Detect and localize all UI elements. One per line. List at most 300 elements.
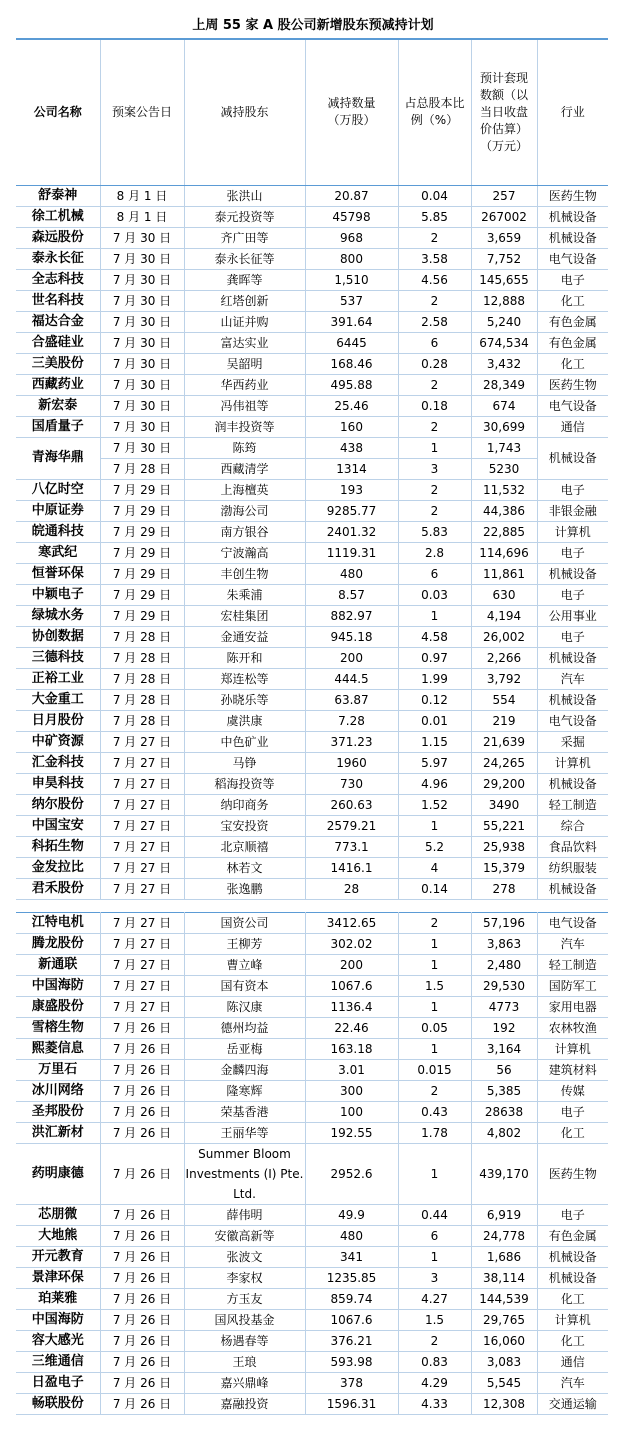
quantity-cell: 163.18 bbox=[305, 1039, 398, 1060]
amount-cell: 29,200 bbox=[471, 773, 537, 794]
amount-cell: 1,743 bbox=[471, 437, 537, 458]
amount-cell: 145,655 bbox=[471, 269, 537, 290]
date-cell: 7 月 26 日 bbox=[100, 1373, 184, 1394]
amount-cell: 7,752 bbox=[471, 248, 537, 269]
amount-cell: 29,530 bbox=[471, 976, 537, 997]
table-row bbox=[16, 1081, 608, 1102]
quantity-cell: 2579.21 bbox=[305, 815, 398, 836]
table-row bbox=[16, 997, 608, 1018]
table-row bbox=[16, 1144, 608, 1205]
quantity-cell: 200 bbox=[305, 955, 398, 976]
shareholder-cell: 杨遇春等 bbox=[184, 1331, 305, 1352]
date-cell: 7 月 30 日 bbox=[100, 290, 184, 311]
shareholder-cell: 北京顺禧 bbox=[184, 836, 305, 857]
quantity-cell: 192.55 bbox=[305, 1123, 398, 1144]
industry-cell: 机械设备 bbox=[537, 437, 608, 479]
quantity-cell: 160 bbox=[305, 416, 398, 437]
industry-cell: 通信 bbox=[537, 416, 608, 437]
industry-cell: 化工 bbox=[537, 353, 608, 374]
shareholder-cell: 林若文 bbox=[184, 857, 305, 878]
date-cell: 7 月 26 日 bbox=[100, 1226, 184, 1247]
industry-cell: 电子 bbox=[537, 1205, 608, 1226]
quantity-cell: 593.98 bbox=[305, 1352, 398, 1373]
industry-cell: 计算机 bbox=[537, 752, 608, 773]
industry-cell: 纺织服装 bbox=[537, 857, 608, 878]
table-row bbox=[16, 1289, 608, 1310]
company-cell: 世名科技 bbox=[16, 290, 100, 311]
industry-cell: 电气设备 bbox=[537, 395, 608, 416]
table-row bbox=[16, 752, 608, 773]
shareholder-cell: 华西药业 bbox=[184, 374, 305, 395]
ratio-cell: 0.44 bbox=[398, 1205, 471, 1226]
company-cell: 三维通信 bbox=[16, 1352, 100, 1373]
table-row bbox=[16, 416, 608, 437]
company-cell: 国盾量子 bbox=[16, 416, 100, 437]
shareholder-cell: 泰元投资等 bbox=[184, 206, 305, 227]
date-cell: 8 月 1 日 bbox=[100, 185, 184, 206]
company-cell: 大地熊 bbox=[16, 1226, 100, 1247]
shareholder-cell: 金麟四海 bbox=[184, 1060, 305, 1081]
date-cell: 7 月 26 日 bbox=[100, 1060, 184, 1081]
ratio-cell: 6 bbox=[398, 1226, 471, 1247]
company-cell: 芯朋微 bbox=[16, 1205, 100, 1226]
ratio-cell: 0.97 bbox=[398, 647, 471, 668]
company-cell: 冰川网络 bbox=[16, 1081, 100, 1102]
ratio-cell: 2 bbox=[398, 500, 471, 521]
quantity-cell: 6445 bbox=[305, 332, 398, 353]
table-row bbox=[16, 311, 608, 332]
shareholder-cell: 国风投基金 bbox=[184, 1310, 305, 1331]
quantity-cell: 341 bbox=[305, 1247, 398, 1268]
date-cell: 7 月 27 日 bbox=[100, 794, 184, 815]
industry-cell: 农林牧渔 bbox=[537, 1018, 608, 1039]
date-cell: 7 月 29 日 bbox=[100, 500, 184, 521]
quantity-cell: 945.18 bbox=[305, 626, 398, 647]
shareholder-cell: 宝安投资 bbox=[184, 815, 305, 836]
table-row bbox=[16, 794, 608, 815]
shareholder-cell: 岳亚梅 bbox=[184, 1039, 305, 1060]
date-cell: 7 月 26 日 bbox=[100, 1268, 184, 1289]
amount-cell: 192 bbox=[471, 1018, 537, 1039]
quantity-cell: 49.9 bbox=[305, 1205, 398, 1226]
table-row bbox=[16, 584, 608, 605]
industry-cell: 机械设备 bbox=[537, 563, 608, 584]
table-row bbox=[16, 1247, 608, 1268]
date-cell: 7 月 26 日 bbox=[100, 1331, 184, 1352]
ratio-cell: 2.58 bbox=[398, 311, 471, 332]
ratio-cell: 5.2 bbox=[398, 836, 471, 857]
quantity-cell: 1,510 bbox=[305, 269, 398, 290]
quantity-cell: 1416.1 bbox=[305, 857, 398, 878]
quantity-cell: 260.63 bbox=[305, 794, 398, 815]
industry-cell: 机械设备 bbox=[537, 689, 608, 710]
quantity-cell: 2952.6 bbox=[305, 1144, 398, 1205]
table-row bbox=[16, 290, 608, 311]
quantity-cell: 9285.77 bbox=[305, 500, 398, 521]
quantity-cell: 2401.32 bbox=[305, 521, 398, 542]
ratio-cell: 4.33 bbox=[398, 1394, 471, 1415]
amount-cell: 16,060 bbox=[471, 1331, 537, 1352]
ratio-cell: 2 bbox=[398, 1331, 471, 1352]
ratio-cell: 1 bbox=[398, 934, 471, 955]
table-row bbox=[16, 1352, 608, 1373]
industry-cell: 轻工制造 bbox=[537, 955, 608, 976]
table-row bbox=[16, 563, 608, 584]
amount-cell: 2,480 bbox=[471, 955, 537, 976]
amount-cell: 1,686 bbox=[471, 1247, 537, 1268]
date-cell: 7 月 26 日 bbox=[100, 1039, 184, 1060]
table-row bbox=[16, 206, 608, 227]
amount-cell: 2,266 bbox=[471, 647, 537, 668]
company-cell: 大金重工 bbox=[16, 689, 100, 710]
date-cell: 7 月 27 日 bbox=[100, 955, 184, 976]
company-cell: 泰永长征 bbox=[16, 248, 100, 269]
date-cell: 7 月 26 日 bbox=[100, 1123, 184, 1144]
amount-cell: 30,699 bbox=[471, 416, 537, 437]
amount-cell: 4,194 bbox=[471, 605, 537, 626]
amount-cell: 25,938 bbox=[471, 836, 537, 857]
quantity-cell: 63.87 bbox=[305, 689, 398, 710]
quantity-cell: 1067.6 bbox=[305, 976, 398, 997]
date-cell: 8 月 1 日 bbox=[100, 206, 184, 227]
amount-cell: 11,861 bbox=[471, 563, 537, 584]
company-cell: 全志科技 bbox=[16, 269, 100, 290]
company-cell: 徐工机械 bbox=[16, 206, 100, 227]
amount-cell: 12,308 bbox=[471, 1394, 537, 1415]
quantity-cell: 968 bbox=[305, 227, 398, 248]
date-cell: 7 月 30 日 bbox=[100, 395, 184, 416]
quantity-cell: 391.64 bbox=[305, 311, 398, 332]
industry-cell: 机械设备 bbox=[537, 773, 608, 794]
ratio-cell: 4.96 bbox=[398, 773, 471, 794]
date-cell: 7 月 27 日 bbox=[100, 878, 184, 899]
quantity-cell: 302.02 bbox=[305, 934, 398, 955]
company-cell: 正裕工业 bbox=[16, 668, 100, 689]
industry-cell: 轻工制造 bbox=[537, 794, 608, 815]
shareholder-cell: 纳印商务 bbox=[184, 794, 305, 815]
industry-cell: 综合 bbox=[537, 815, 608, 836]
shareholder-cell: 张波文 bbox=[184, 1247, 305, 1268]
date-cell: 7 月 30 日 bbox=[100, 353, 184, 374]
shareholder-cell: 红塔创新 bbox=[184, 290, 305, 311]
date-cell: 7 月 27 日 bbox=[100, 934, 184, 955]
ratio-cell: 2.8 bbox=[398, 542, 471, 563]
company-cell: 腾龙股份 bbox=[16, 934, 100, 955]
ratio-cell: 2 bbox=[398, 227, 471, 248]
date-cell: 7 月 29 日 bbox=[100, 521, 184, 542]
date-cell: 7 月 27 日 bbox=[100, 976, 184, 997]
amount-cell: 56 bbox=[471, 1060, 537, 1081]
quantity-cell: 45798 bbox=[305, 206, 398, 227]
industry-cell: 化工 bbox=[537, 1289, 608, 1310]
date-cell: 7 月 28 日 bbox=[100, 647, 184, 668]
shareholder-cell: 郑连松等 bbox=[184, 668, 305, 689]
ratio-cell: 1.5 bbox=[398, 1310, 471, 1331]
company-cell: 畅联股份 bbox=[16, 1394, 100, 1415]
company-cell: 八亿时空 bbox=[16, 479, 100, 500]
industry-cell: 汽车 bbox=[537, 934, 608, 955]
ratio-cell: 1 bbox=[398, 437, 471, 458]
shareholder-cell: 宏桂集团 bbox=[184, 605, 305, 626]
table-row bbox=[16, 1039, 608, 1060]
ratio-cell: 0.28 bbox=[398, 353, 471, 374]
industry-cell: 电气设备 bbox=[537, 913, 608, 934]
industry-cell: 非银金融 bbox=[537, 500, 608, 521]
ratio-cell: 1 bbox=[398, 815, 471, 836]
quantity-cell: 800 bbox=[305, 248, 398, 269]
quantity-cell: 438 bbox=[305, 437, 398, 458]
date-cell: 7 月 30 日 bbox=[100, 311, 184, 332]
date-cell: 7 月 27 日 bbox=[100, 731, 184, 752]
ratio-cell: 4.58 bbox=[398, 626, 471, 647]
shareholder-cell: 安徽高新等 bbox=[184, 1226, 305, 1247]
ratio-cell: 4.29 bbox=[398, 1373, 471, 1394]
amount-cell: 5,240 bbox=[471, 311, 537, 332]
quantity-cell: 3412.65 bbox=[305, 913, 398, 934]
date-cell: 7 月 26 日 bbox=[100, 1102, 184, 1123]
table-row bbox=[16, 1226, 608, 1247]
header-shareholder: 减持股东 bbox=[184, 39, 305, 185]
company-cell: 雪榕生物 bbox=[16, 1018, 100, 1039]
industry-cell: 电子 bbox=[537, 626, 608, 647]
company-cell: 青海华鼎 bbox=[16, 437, 100, 479]
quantity-cell: 3.01 bbox=[305, 1060, 398, 1081]
amount-cell: 11,532 bbox=[471, 479, 537, 500]
table-row bbox=[16, 185, 608, 206]
table-row bbox=[16, 668, 608, 689]
shareholder-cell: 渤海公司 bbox=[184, 500, 305, 521]
table-row bbox=[16, 1060, 608, 1081]
company-cell: 皖通科技 bbox=[16, 521, 100, 542]
amount-cell: 28638 bbox=[471, 1102, 537, 1123]
quantity-cell: 371.23 bbox=[305, 731, 398, 752]
amount-cell: 3,792 bbox=[471, 668, 537, 689]
industry-cell: 机械设备 bbox=[537, 647, 608, 668]
date-cell: 7 月 26 日 bbox=[100, 1352, 184, 1373]
header-industry: 行业 bbox=[537, 39, 608, 185]
industry-cell: 电气设备 bbox=[537, 710, 608, 731]
industry-cell: 通信 bbox=[537, 1352, 608, 1373]
ratio-cell: 0.18 bbox=[398, 395, 471, 416]
table-row bbox=[16, 857, 608, 878]
table-row bbox=[16, 1268, 608, 1289]
shareholder-cell: 隆寒辉 bbox=[184, 1081, 305, 1102]
shareholder-cell: 嘉兴鼎峰 bbox=[184, 1373, 305, 1394]
company-cell: 绿城水务 bbox=[16, 605, 100, 626]
shareholder-cell: 薛伟明 bbox=[184, 1205, 305, 1226]
company-cell: 合盛硅业 bbox=[16, 332, 100, 353]
quantity-cell: 378 bbox=[305, 1373, 398, 1394]
amount-cell: 3,863 bbox=[471, 934, 537, 955]
header-ratio: 占总股本比例（%） bbox=[398, 39, 471, 185]
amount-cell: 44,386 bbox=[471, 500, 537, 521]
industry-cell: 化工 bbox=[537, 290, 608, 311]
quantity-cell: 7.28 bbox=[305, 710, 398, 731]
date-cell: 7 月 30 日 bbox=[100, 227, 184, 248]
industry-cell: 有色金属 bbox=[537, 311, 608, 332]
amount-cell: 57,196 bbox=[471, 913, 537, 934]
company-cell: 中国宝安 bbox=[16, 815, 100, 836]
table-row bbox=[16, 332, 608, 353]
quantity-cell: 25.46 bbox=[305, 395, 398, 416]
table-row bbox=[16, 395, 608, 416]
shareholder-cell: 山证并购 bbox=[184, 311, 305, 332]
amount-cell: 12,888 bbox=[471, 290, 537, 311]
quantity-cell: 773.1 bbox=[305, 836, 398, 857]
ratio-cell: 1 bbox=[398, 605, 471, 626]
date-cell: 7 月 28 日 bbox=[100, 710, 184, 731]
ratio-cell: 0.01 bbox=[398, 710, 471, 731]
industry-cell: 化工 bbox=[537, 1331, 608, 1352]
industry-cell: 建筑材料 bbox=[537, 1060, 608, 1081]
industry-cell: 电子 bbox=[537, 584, 608, 605]
amount-cell: 6,919 bbox=[471, 1205, 537, 1226]
reduction-plan-table-part1 bbox=[16, 38, 608, 900]
table-row bbox=[16, 374, 608, 395]
quantity-cell: 730 bbox=[305, 773, 398, 794]
industry-cell: 医药生物 bbox=[537, 374, 608, 395]
shareholder-cell: 陈筠 bbox=[184, 437, 305, 458]
ratio-cell: 1 bbox=[398, 1039, 471, 1060]
table-row bbox=[16, 542, 608, 563]
company-cell: 圣邦股份 bbox=[16, 1102, 100, 1123]
table-row bbox=[16, 269, 608, 290]
amount-cell: 26,002 bbox=[471, 626, 537, 647]
date-cell: 7 月 30 日 bbox=[100, 248, 184, 269]
date-cell: 7 月 26 日 bbox=[100, 1144, 184, 1205]
table-row bbox=[16, 521, 608, 542]
table-row bbox=[16, 976, 608, 997]
ratio-cell: 4.56 bbox=[398, 269, 471, 290]
industry-cell: 医药生物 bbox=[537, 1144, 608, 1205]
table-row bbox=[16, 647, 608, 668]
industry-cell: 国防军工 bbox=[537, 976, 608, 997]
ratio-cell: 2 bbox=[398, 913, 471, 934]
ratio-cell: 0.05 bbox=[398, 1018, 471, 1039]
ratio-cell: 1.15 bbox=[398, 731, 471, 752]
company-cell: 西藏药业 bbox=[16, 374, 100, 395]
shareholder-cell: 王柳芳 bbox=[184, 934, 305, 955]
quantity-cell: 480 bbox=[305, 563, 398, 584]
date-cell: 7 月 26 日 bbox=[100, 1394, 184, 1415]
date-cell: 7 月 29 日 bbox=[100, 563, 184, 584]
shareholder-cell: 陈汉康 bbox=[184, 997, 305, 1018]
ratio-cell: 4 bbox=[398, 857, 471, 878]
date-cell: 7 月 28 日 bbox=[100, 626, 184, 647]
table-row bbox=[16, 1331, 608, 1352]
amount-cell: 4773 bbox=[471, 997, 537, 1018]
amount-cell: 5230 bbox=[471, 458, 537, 479]
ratio-cell: 1 bbox=[398, 997, 471, 1018]
table-row bbox=[16, 913, 608, 934]
industry-cell: 机械设备 bbox=[537, 206, 608, 227]
ratio-cell: 2 bbox=[398, 416, 471, 437]
table-row bbox=[16, 1394, 608, 1415]
company-cell: 景津环保 bbox=[16, 1268, 100, 1289]
amount-cell: 674,534 bbox=[471, 332, 537, 353]
company-cell: 舒泰神 bbox=[16, 185, 100, 206]
industry-cell: 食品饮料 bbox=[537, 836, 608, 857]
header-cash-amount: 预计套现数额（以当日收盘价估算）（万元） bbox=[471, 39, 537, 185]
company-cell: 寒武纪 bbox=[16, 542, 100, 563]
date-cell: 7 月 27 日 bbox=[100, 857, 184, 878]
quantity-cell: 882.97 bbox=[305, 605, 398, 626]
ratio-cell: 0.43 bbox=[398, 1102, 471, 1123]
company-cell: 万里石 bbox=[16, 1060, 100, 1081]
table-row bbox=[16, 248, 608, 269]
shareholder-cell: 孙晓乐等 bbox=[184, 689, 305, 710]
industry-cell: 电子 bbox=[537, 1102, 608, 1123]
table-row bbox=[16, 689, 608, 710]
table-row bbox=[16, 1123, 608, 1144]
industry-cell: 电气设备 bbox=[537, 248, 608, 269]
table-row bbox=[16, 955, 608, 976]
amount-cell: 674 bbox=[471, 395, 537, 416]
industry-cell: 汽车 bbox=[537, 1373, 608, 1394]
date-cell: 7 月 26 日 bbox=[100, 1310, 184, 1331]
table-row bbox=[16, 773, 608, 794]
shareholder-cell: 虞洪康 bbox=[184, 710, 305, 731]
company-cell: 中颖电子 bbox=[16, 584, 100, 605]
ratio-cell: 0.015 bbox=[398, 1060, 471, 1081]
quantity-cell: 28 bbox=[305, 878, 398, 899]
shareholder-cell: 方玉友 bbox=[184, 1289, 305, 1310]
table-row bbox=[16, 1373, 608, 1394]
company-cell: 协创数据 bbox=[16, 626, 100, 647]
company-cell: 珀莱雅 bbox=[16, 1289, 100, 1310]
table-row bbox=[16, 836, 608, 857]
date-cell: 7 月 27 日 bbox=[100, 836, 184, 857]
header-announce-date: 预案公告日 bbox=[100, 39, 184, 185]
shareholder-cell: 吴韶明 bbox=[184, 353, 305, 374]
amount-cell: 630 bbox=[471, 584, 537, 605]
date-cell: 7 月 27 日 bbox=[100, 752, 184, 773]
shareholder-cell: 丰创生物 bbox=[184, 563, 305, 584]
company-cell: 中国海防 bbox=[16, 1310, 100, 1331]
header-quantity: 减持数量（万股） bbox=[305, 39, 398, 185]
ratio-cell: 0.14 bbox=[398, 878, 471, 899]
date-cell: 7 月 28 日 bbox=[100, 668, 184, 689]
table-row bbox=[16, 815, 608, 836]
shareholder-cell: 润丰投资等 bbox=[184, 416, 305, 437]
shareholder-cell: 泰永长征等 bbox=[184, 248, 305, 269]
industry-cell: 电子 bbox=[537, 479, 608, 500]
company-cell: 熙菱信息 bbox=[16, 1039, 100, 1060]
date-cell: 7 月 30 日 bbox=[100, 269, 184, 290]
company-cell: 新通联 bbox=[16, 955, 100, 976]
date-cell: 7 月 30 日 bbox=[100, 437, 184, 458]
industry-cell: 有色金属 bbox=[537, 1226, 608, 1247]
amount-cell: 15,379 bbox=[471, 857, 537, 878]
shareholder-cell: 金通安益 bbox=[184, 626, 305, 647]
shareholder-cell: 南方银谷 bbox=[184, 521, 305, 542]
amount-cell: 24,265 bbox=[471, 752, 537, 773]
amount-cell: 219 bbox=[471, 710, 537, 731]
industry-cell: 机械设备 bbox=[537, 878, 608, 899]
company-cell: 森远股份 bbox=[16, 227, 100, 248]
date-cell: 7 月 26 日 bbox=[100, 1247, 184, 1268]
table-row bbox=[16, 437, 608, 458]
ratio-cell: 5.85 bbox=[398, 206, 471, 227]
amount-cell: 22,885 bbox=[471, 521, 537, 542]
table-row bbox=[16, 710, 608, 731]
industry-cell: 电子 bbox=[537, 542, 608, 563]
quantity-cell: 1960 bbox=[305, 752, 398, 773]
company-cell: 洪汇新材 bbox=[16, 1123, 100, 1144]
ratio-cell: 3 bbox=[398, 458, 471, 479]
reduction-plan-table-part2 bbox=[16, 912, 608, 1415]
ratio-cell: 0.04 bbox=[398, 185, 471, 206]
